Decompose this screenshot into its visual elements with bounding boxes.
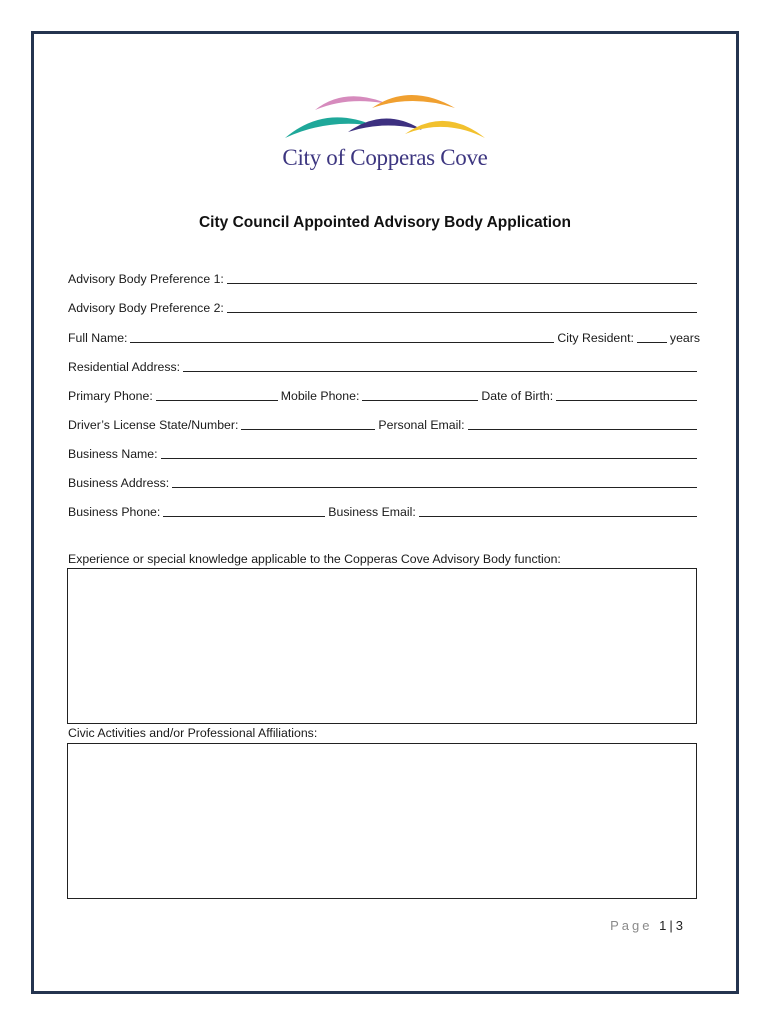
logo-arc-orange: [372, 95, 455, 108]
license-email-row: [68, 418, 700, 432]
mobile-phone-label: Mobile Phone:: [280, 389, 360, 403]
residential-address-row: [68, 360, 700, 374]
full-name-label: Full Name:: [68, 331, 128, 345]
page-word: Page: [610, 918, 653, 933]
experience-label: Experience or special knowledge applicable to the Copperas Cove Advisory Body function:: [68, 552, 561, 566]
full-name-field[interactable]: [130, 331, 554, 343]
full-name-row: [68, 331, 700, 345]
page-separator: |: [669, 918, 676, 933]
years-label: years: [669, 331, 700, 345]
city-resident-years-field[interactable]: [637, 331, 667, 343]
page-total: 3: [675, 918, 686, 933]
logo-arc-yellow: [405, 121, 485, 138]
advisory-preference-2-row: [68, 301, 700, 315]
business-address-field[interactable]: [172, 476, 697, 488]
business-email-field[interactable]: [419, 505, 697, 517]
civic-activities-textarea[interactable]: [67, 743, 697, 899]
phone-row: [68, 389, 700, 403]
page-title: City Council Appointed Advisory Body Application: [198, 214, 571, 231]
date-of-birth-field[interactable]: [556, 389, 697, 401]
civic-activities-label: Civic Activities and/or Professional Affiliations:: [68, 726, 318, 740]
city-logo-text: City of Copperas Cove: [282, 145, 488, 170]
business-name-row: [68, 447, 700, 461]
advisory-preference-2-label: Advisory Body Preference 2:: [68, 301, 224, 315]
page-current: 1: [659, 918, 670, 933]
city-resident-label: City Resident:: [557, 331, 634, 345]
business-address-label: Business Address:: [68, 476, 170, 490]
business-email-label: Business Email:: [328, 505, 416, 519]
date-of-birth-label: Date of Birth:: [481, 389, 554, 403]
business-name-field[interactable]: [161, 447, 697, 459]
drivers-license-field[interactable]: [241, 418, 375, 430]
mobile-phone-field[interactable]: [362, 389, 478, 401]
personal-email-label: Personal Email:: [378, 418, 465, 432]
business-phone-label: Business Phone:: [68, 505, 161, 519]
personal-email-field[interactable]: [468, 418, 697, 430]
advisory-preference-1-label: Advisory Body Preference 1:: [68, 272, 224, 286]
business-name-label: Business Name:: [68, 447, 158, 461]
page-number: [610, 918, 686, 933]
residential-address-label: Residential Address:: [68, 360, 181, 374]
advisory-preference-1-field[interactable]: [227, 272, 697, 284]
logo-arc-pink: [315, 96, 388, 110]
primary-phone-label: Primary Phone:: [68, 389, 153, 403]
advisory-preference-1-row: [68, 272, 700, 286]
advisory-preference-2-field[interactable]: [227, 301, 697, 313]
residential-address-field[interactable]: [183, 360, 697, 372]
experience-textarea[interactable]: [67, 568, 697, 724]
business-contact-row: [68, 505, 700, 519]
drivers-license-label: Driver’s License State/Number:: [68, 418, 239, 432]
business-phone-field[interactable]: [163, 505, 325, 517]
primary-phone-field[interactable]: [156, 389, 278, 401]
business-address-row: [68, 476, 700, 490]
